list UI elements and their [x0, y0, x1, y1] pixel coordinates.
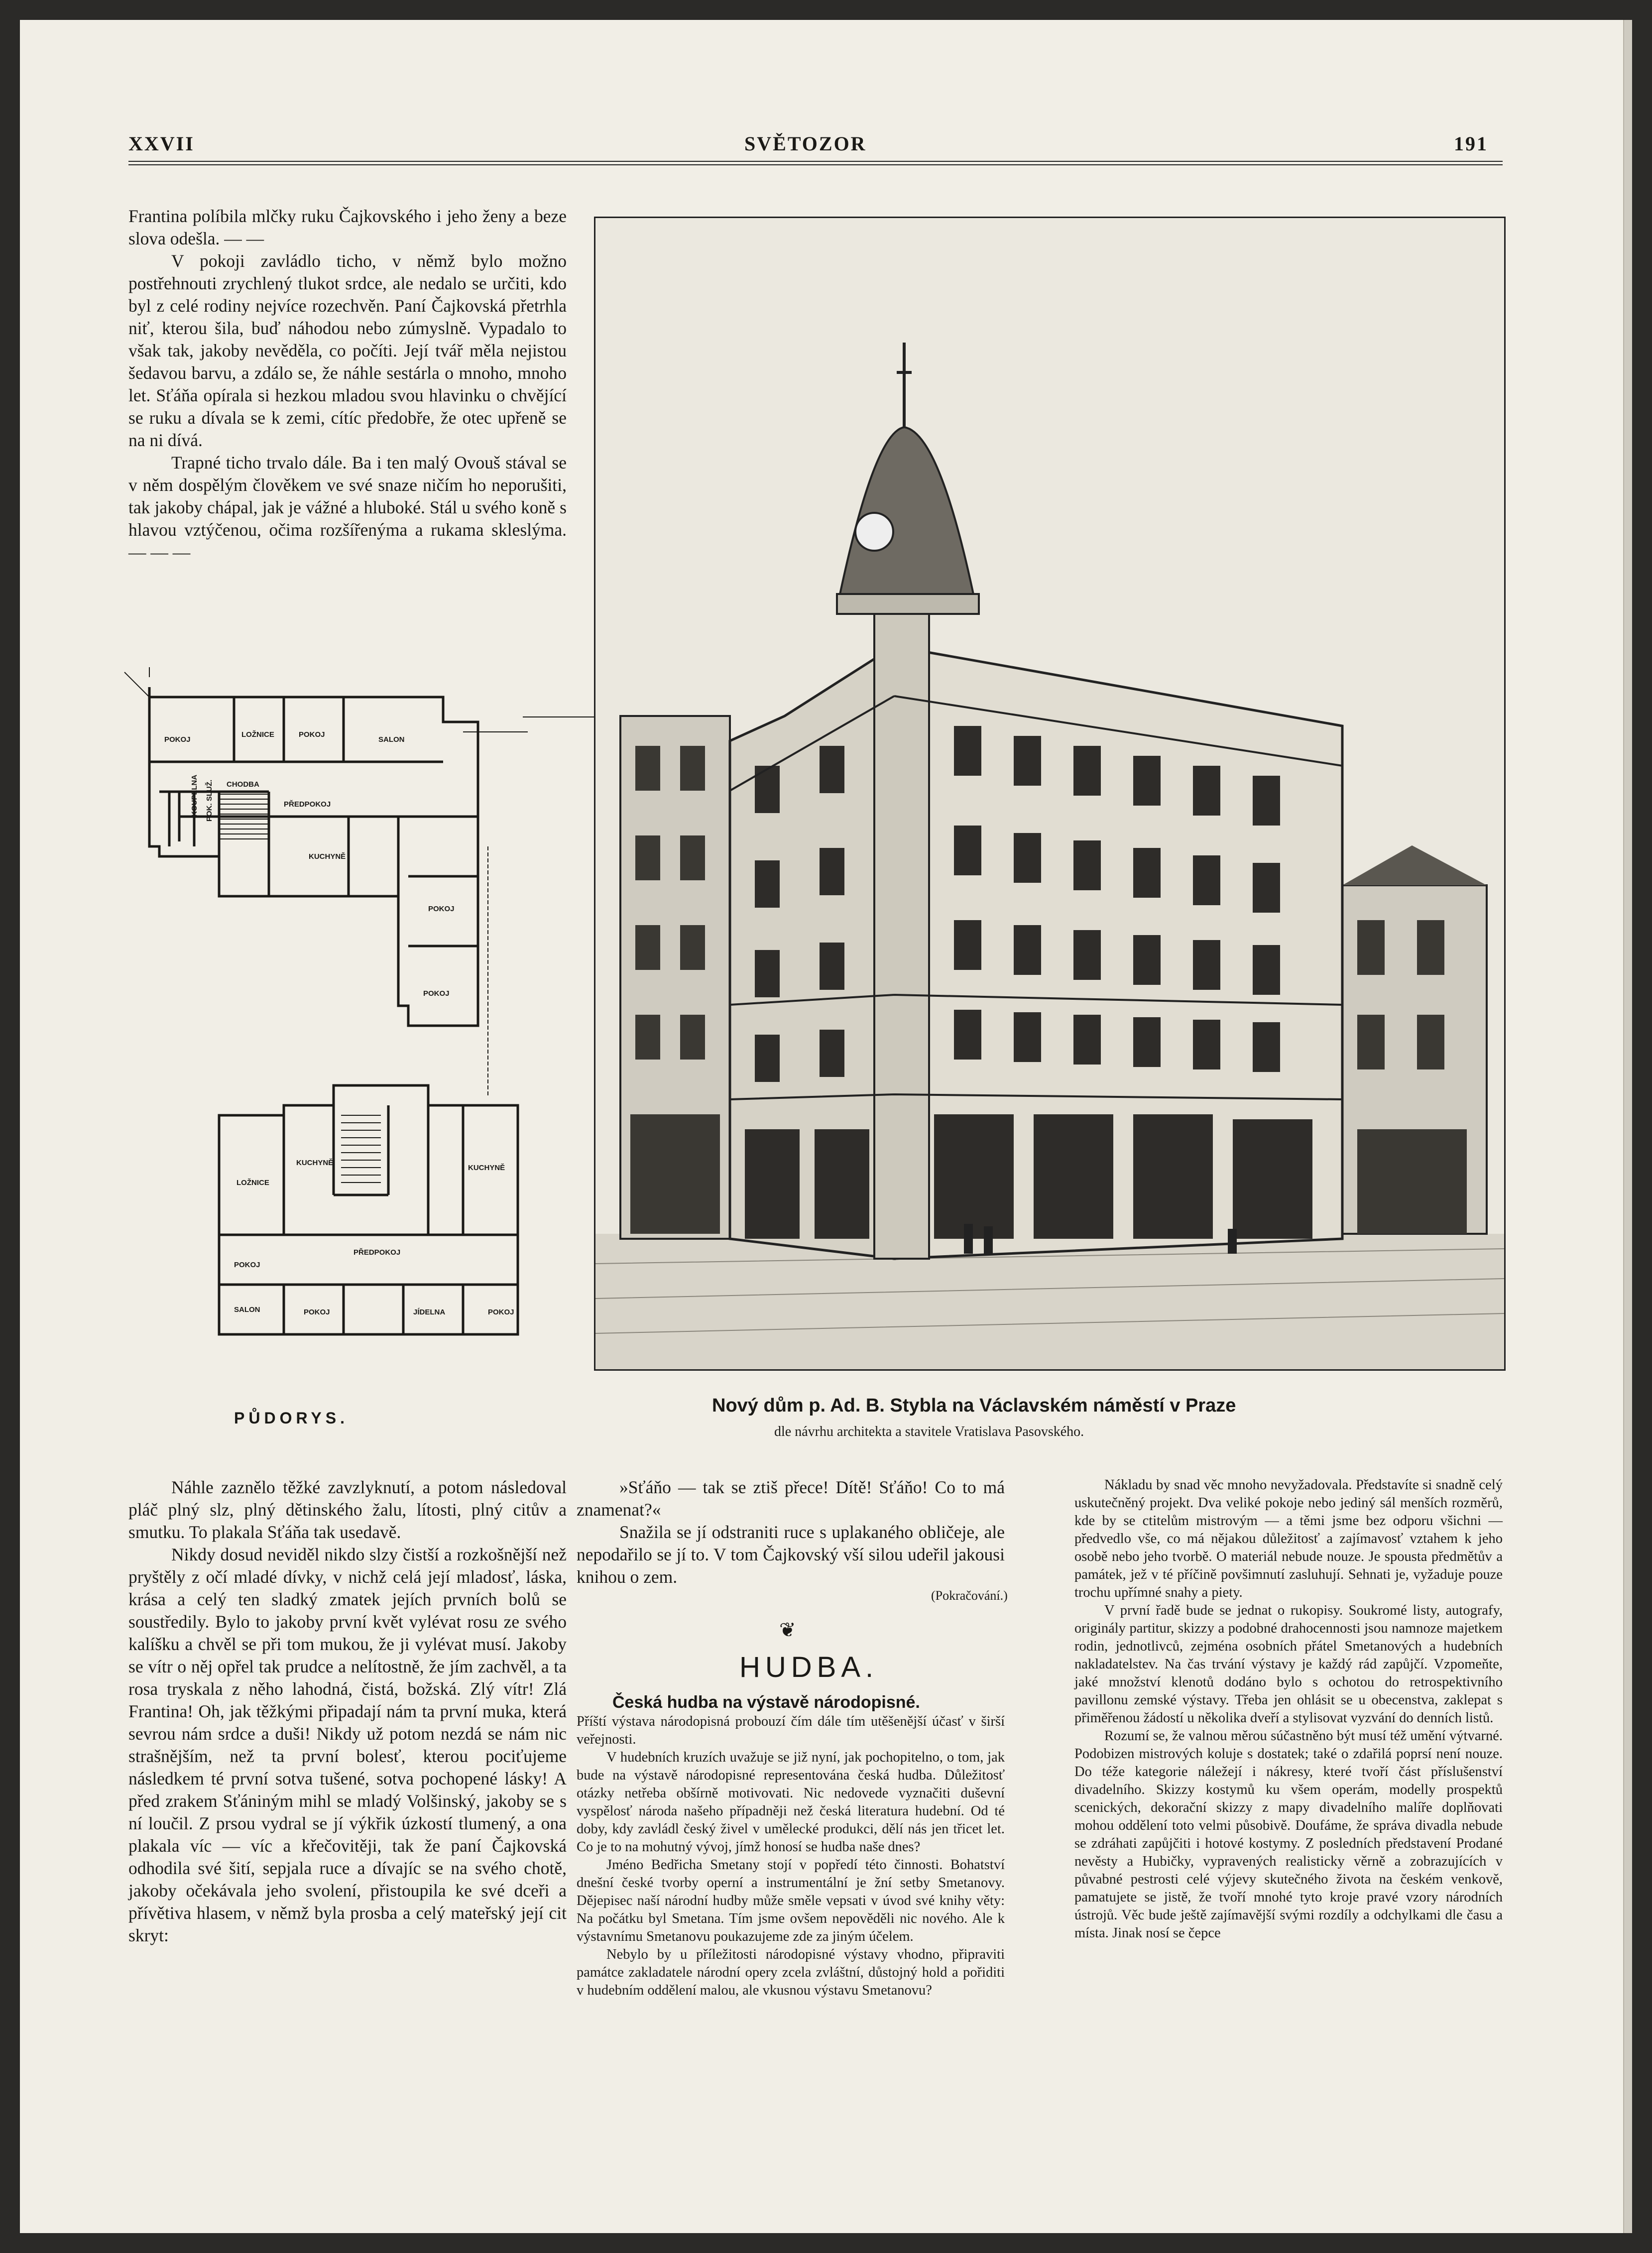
room-label: SALON: [234, 1305, 260, 1314]
section-title: HUDBA.: [739, 1651, 879, 1683]
paragraph: Jméno Bedřicha Smetany stojí v popředí této činnosti. Bohatství dnešní české tvorby operní a instrumentální je žní setby Smetanovy. Dějepisec naší národní hudby může směle vepsati v úvod své knihy věty: Na počátku byl Smetana. Tím jsme ovšem nepověděli nic nového. Ale k výstavnímu Smetanovu poukazujeme zde za jiným účelem.: [577, 1857, 1005, 1944]
floor-plan-caption: PŮDORYS.: [234, 1409, 349, 1427]
room-label: SALON: [378, 735, 405, 744]
room-label: KUCHYNĚ: [468, 1164, 505, 1172]
page: [20, 20, 1632, 2233]
paragraph: V hudebních kruzích uvažuje se již nyní, jak pochopitelno, o tom, jak bude na výstavě národopisné representována česká hudba. Důležitosť otázky netřeba obšírně motivovati. Nic nedovede vyznačiti duševní vyspělosť národa našeho případněji než česká literatura hudební. Od té doby, kdy zavládl český živel v umělecké produkci, dělí nás jen třicet let. Co je to na mohutný vývoj, jímž honosí se hudba naše dnes?: [577, 1750, 1005, 1855]
journal-title: SVĚTOZOR: [744, 132, 867, 155]
continued-note: (Pokračování.): [931, 1588, 1008, 1603]
floor-plan-drawing: [119, 667, 597, 1389]
room-label: PŘEDPOKOJ: [354, 1248, 401, 1257]
volume-number: XXVII: [128, 132, 195, 155]
header-rule: [128, 161, 1503, 162]
subsection-title: Česká hudba na výstavě národopisné.: [612, 1693, 920, 1712]
paragraph: Nikdy dosud neviděl nikdo slzy čistší a rozkošnější než pryštěly z očí mladé dívky, v nichž celá její mladosť, láska, krása a celý ten sladký zmatek jejích prvních bolů se soustředily. Bylo to jakoby první květ vylévat rosu ze svého kalíšku a chvěl se při tom mukou, že ji vylévat musí. Jakoby se vítr o něj opřel tak prudce a nelítostně, že jím zachvěl, a ta rosa tryskala z něho lahodná, čistá, božská. Zlý vítr! Zlá Frantina! Oh, jak těžkými připadají nám ta první muka, která sevrou nám srdce a duši! Nikdy už potom nezdá se nám nic strašnějším, než ta první bolesť, kterou pociťujeme následkem té první sotva tušené, sotva pochopené lásky! A před zrakem Sťániným mihl se mladý Volšinský, jakoby se s ní loučil. Z prsou vydral se jí výkřik úzkostí tlumený, a ona plakala víc — víc a křečovitěji, tak že paní Čajkovská odhodila své šití, sepjala ruce a dívajíc se na svého chotě, jakoby očekávala jeho svolení, přistoupila ke své dceři a přívětiva hlasem, v němž byla prosba a celý mateřský její cit skryt:: [128, 1544, 567, 1945]
binding-edge: [1623, 20, 1632, 2233]
paragraph: V pokoji zavládlo ticho, v němž bylo možno postřehnouti zrychlený tlukot srdce, ale nedalo se určiti, kdo byl z celé rodiny nejvíce rozechvěn. Paní Čajkovská přetrhla niť, kterou šila, buď náhodou nebo zúmyslně. Vypadalo to však tak, jakoby nevěděla, co počíti. Její tvář měla nejistou šedavou barvu, a zdálo se, že náhle sestárla o mnoho, mnoho let. Sťáňa opírala si hezkou mladou svou hlavinku o chvějící se ruku a dívala se k zemi, cítíc předobře, že otec upřeně se na ni dívá.: [128, 251, 567, 450]
paragraph: Příští výstava národopisná probouzí čím dále tím utěšenější účasť v širší veřejnosti.: [577, 1714, 1005, 1747]
room-label: LOŽNICE: [241, 730, 274, 739]
paragraph: »Sťáňo — tak se ztiš přece! Dítě! Sťáňo! Co to má znamenat?«: [577, 1477, 1005, 1520]
paragraph: Frantina políbila mlčky ruku Čajkovského i jeho ženy a beze slova odešla. — —: [128, 206, 567, 248]
hudba-article: [577, 1713, 1005, 2000]
room-label: POKOJ: [234, 1261, 260, 1269]
paragraph: Nebylo by u příležitosti národopisné výstavy vhodno, připraviti památce zakladatele národní opery zcela zvláštní, důstojný hold a pořiditi v hudebním oddělení malou, ale vkusnou výstavu Smetanovu?: [577, 1947, 1005, 1998]
building-illustration: [594, 217, 1506, 1371]
room-label: POKOJ: [423, 989, 450, 998]
column-bottom-left: [128, 1476, 567, 1947]
room-label: JÍDELNA: [413, 1308, 446, 1316]
room-label: LOŽNICE: [236, 1179, 269, 1187]
figure-caption-subtitle: dle návrhu architekta a stavitele Vratislava Pasovského.: [774, 1424, 1084, 1439]
room-label: POKOJ: [299, 730, 325, 739]
paragraph: Nákladu by snad věc mnoho nevyžadovala. Představíte si snadně celý uskutečněný projekt. Dva veliké pokoje nebo jediný sál menších rozměrů, kde by se ctitelům mistrovým — a těmi jsme bez odporu všichni — předvedlo vše, co má nějakou důležitosť a zajímavosť vztahem k jeho osobě nebo jeho tvorbě. O materiál nebude nouze. Je spousta předmětův a památek, jež v té příčině povšimnutí zasluhují. Sehnati je, vyžaduje pouze trochu upřímné snahy a piety.: [1074, 1477, 1503, 1600]
room-label: KOUPELNA: [190, 774, 199, 817]
paragraph: Snažila se jí odstraniti ruce s uplakaného obličeje, ale nepodařilo se jí to. V tom Čajkovský vší silou udeřil jakousi knihou o zem.: [577, 1522, 1005, 1587]
page-number: 191: [1454, 132, 1488, 155]
column-bottom-right: [1074, 1476, 1503, 1942]
room-label: PŘEDPOKOJ: [284, 800, 331, 809]
paragraph: Náhle zaznělo těžké zavzlyknutí, a potom následoval pláč plný slz, plný dětinského žalu, lítosti, plný citův a smutku. To plakala Sťáňa tak usedavě.: [128, 1477, 567, 1542]
ornament-icon: ❦: [779, 1619, 796, 1641]
room-label: POKOJ: [488, 1308, 514, 1316]
paragraph: V první řadě bude se jednat o rukopisy. Soukromé listy, autografy, originály partitur, skizzy a podobné drahocennosti jsou namnoze majetkem rodin, jednotlivců, zejména osobních přátel Smetanových a hudebních nakladatelstev. Na čas trvání výstavy je každý rád zapůjčí. Vzpomeňte, jaké množství klenotů dodáno bylo s ochotou do retrospektivního pavillonu zemské výstavy. Třeba jen ohlásit se u obecenstva, zaklepat s přiměřenou žádostí u několika dveří a stylisovat vyzvání do denních listů.: [1074, 1603, 1503, 1726]
figure-caption-title: Nový dům p. Ad. B. Stybla na Václavském náměstí v Praze: [712, 1395, 1236, 1416]
room-label: POKOJ: [164, 735, 191, 744]
room-label: KUCHYNĚ: [296, 1159, 334, 1167]
room-label: KUCHYNĚ: [309, 852, 346, 861]
room-label: POKOJ: [428, 905, 455, 913]
column-bottom-middle: [577, 1476, 1005, 1588]
paragraph: Rozumí se, že valnou měrou súčastněno být musí též umění výtvarné. Podobizen mistrových koluje s dostatek; také o zdařilá poprsí není nouze. Do téže kategorie náležejí i nákresy, které tvoří část příslušenství divadelního. Skizzy kostymů ku všem operám, modelly prospektů scenických, dekorační skizzy z mapy divadelního malíře doplňovati mohou oddělení toto velmi působivě. Doufáme, že správa divadla nebude se zdráhati zapůjčiti i hotové kostymy. Z posledních představení Prodané nevěsty a Hubičky, vypravených realisticky věrně a zobrazujících v půvabné pestrosti celé výjevy skutečného života na českém venkově, pamatujete se jistě, že tvoří mnohé tyto kroje pravé vzory národních ústrojů. Věc bude ještě zajímavější svými rozdíly a odchylkami dle času a místa. Jinak nosí se čepce: [1074, 1728, 1503, 1941]
building-drawing: [595, 218, 1504, 1369]
column-top-left: [128, 205, 567, 564]
paragraph: Trapné ticho trvalo dále. Ba i ten malý Ovouš stával se v něm dospělým člověkem ve své snaze ničím ho neporušiti, tak jakoby chápal, jak je vážné a hluboké. Stál u svého koně s hlavou vztýčenou, očima rozšířenýma a rukama skleslýma. — — —: [128, 453, 567, 562]
header-rule-2: [128, 164, 1503, 165]
room-label: POKOJ: [304, 1308, 330, 1316]
room-label: POK. SLUŽ.: [205, 779, 214, 822]
room-label: CHODBA: [227, 780, 259, 789]
